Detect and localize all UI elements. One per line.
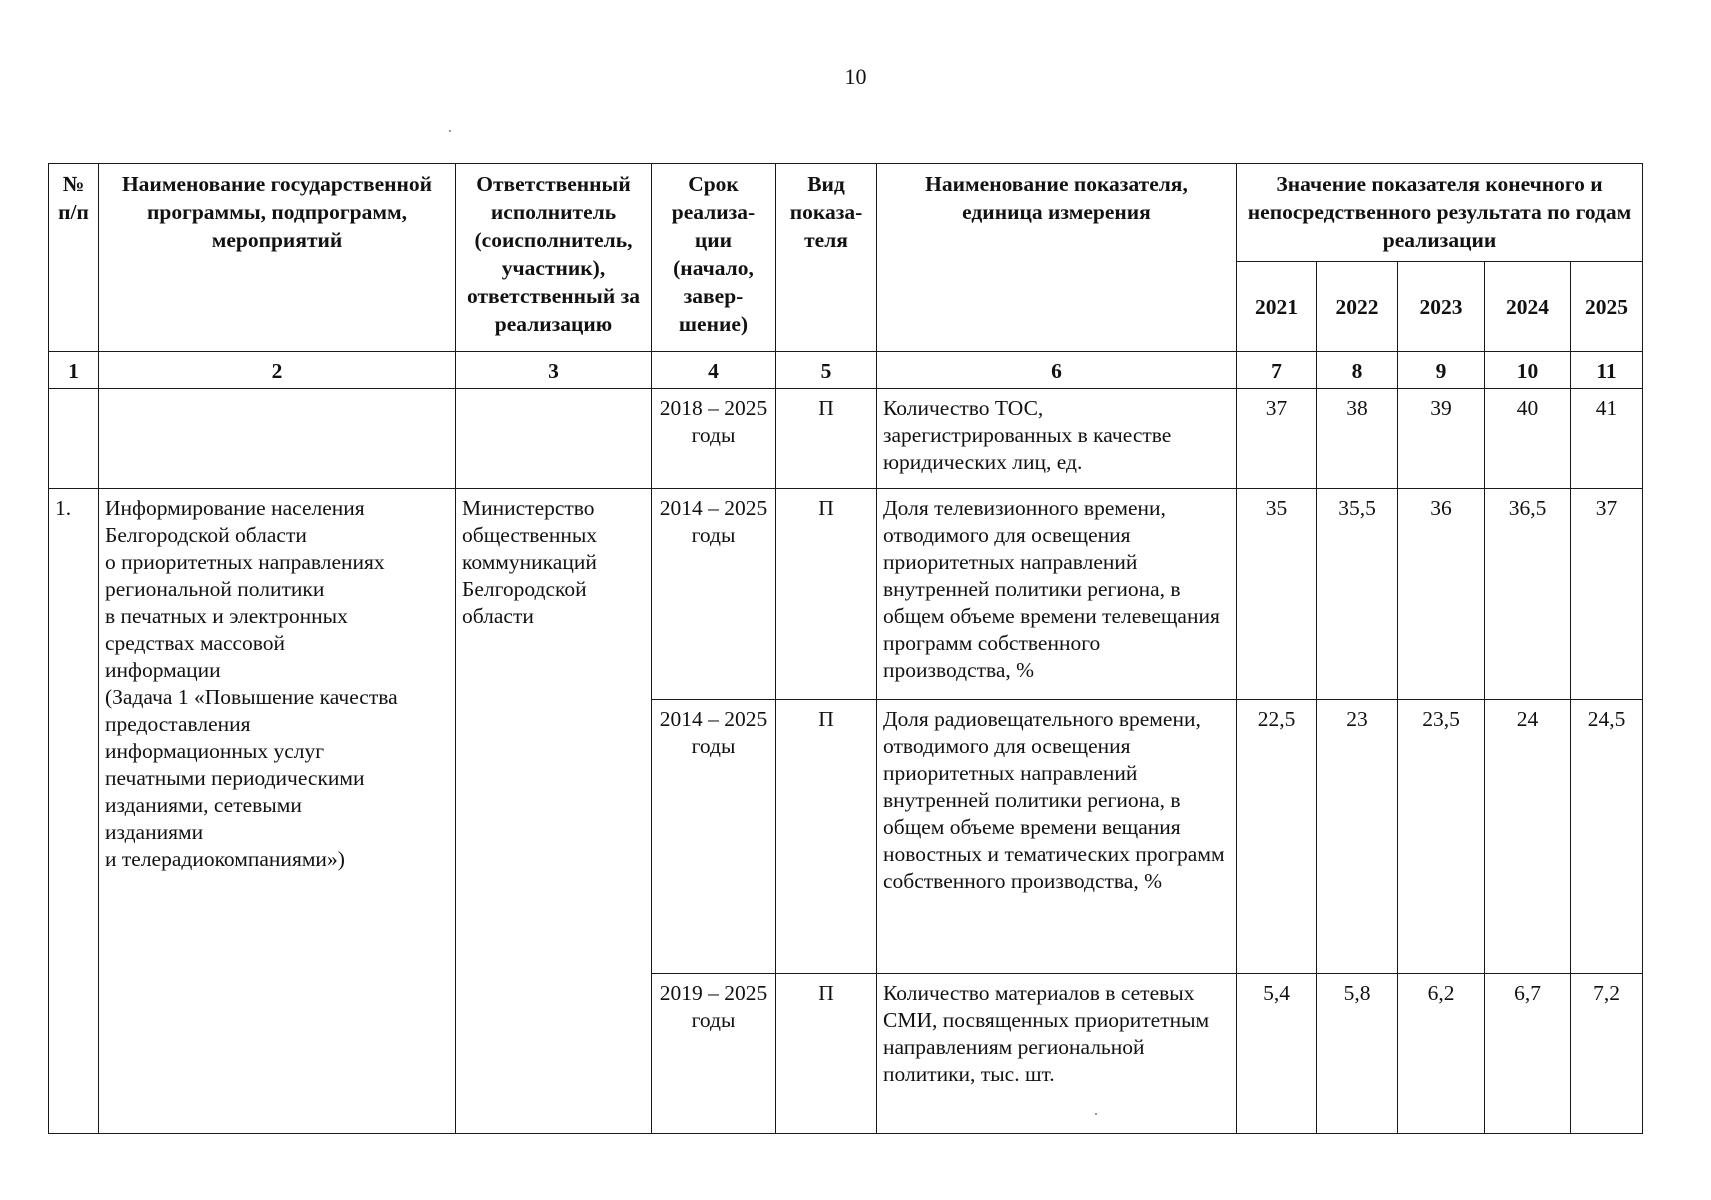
row-value: 35 xyxy=(1237,489,1317,700)
row-value: 36 xyxy=(1398,489,1485,700)
row-executor: Министерство общественных коммуникаций Белгородской области xyxy=(456,489,652,1134)
row-kind: П xyxy=(776,700,877,974)
column-number: 4 xyxy=(652,352,776,389)
row-value: 38 xyxy=(1317,389,1398,489)
column-number: 1 xyxy=(49,352,99,389)
row-value: 40 xyxy=(1485,389,1571,489)
column-number: 3 xyxy=(456,352,652,389)
column-number: 2 xyxy=(99,352,456,389)
row-value: 37 xyxy=(1237,389,1317,489)
row-value: 36,5 xyxy=(1485,489,1571,700)
row-num: 1. xyxy=(49,489,99,1134)
column-number: 6 xyxy=(877,352,1237,389)
row-indicator: Количество ТОС, зарегистрированных в качестве юридических лиц, ед. xyxy=(877,389,1237,489)
header-year: 2021 xyxy=(1237,262,1317,352)
header-year: 2025 xyxy=(1571,262,1643,352)
row-kind: П xyxy=(776,489,877,700)
header-year: 2024 xyxy=(1485,262,1571,352)
column-number: 5 xyxy=(776,352,877,389)
header-indicator: Наименование показателя, единица измерения xyxy=(877,164,1237,352)
header-row xyxy=(49,164,1643,262)
table-row xyxy=(49,489,1643,700)
row-term: 2018 – 2025 годы xyxy=(652,389,776,489)
row-term: 2014 – 2025 годы xyxy=(652,700,776,974)
table-row xyxy=(49,389,1643,489)
row-num xyxy=(49,389,99,489)
header-name: Наименование государственной программы, подпрограмм, мероприятий xyxy=(99,164,456,352)
header-num: № п/п xyxy=(49,164,99,352)
row-name: Информирование населения Белгородской области о приоритетных направлениях региональной политики в печатных и электронных средствах массовой информации (Задача 1 «Повышение качества предоставления информационных услуг печатными периодическими изданиями, сетевыми изданиями и телерадиокомпаниями») xyxy=(99,489,456,1134)
row-value: 22,5 xyxy=(1237,700,1317,974)
page-number: 10 xyxy=(844,64,867,89)
scan-speck xyxy=(449,130,451,132)
header-kind: Вид показа-теля xyxy=(776,164,877,352)
row-term: 2019 – 2025 годы xyxy=(652,974,776,1134)
indicators-table xyxy=(48,163,1643,1134)
row-executor xyxy=(456,389,652,489)
header-year: 2023 xyxy=(1398,262,1485,352)
row-value: 37 xyxy=(1571,489,1643,700)
column-numbers-row xyxy=(49,352,1643,389)
row-value: 24 xyxy=(1485,700,1571,974)
row-value: 23 xyxy=(1317,700,1398,974)
row-value: 6,7 xyxy=(1485,974,1571,1134)
row-value: 35,5 xyxy=(1317,489,1398,700)
row-value: 6,2 xyxy=(1398,974,1485,1134)
row-value: 39 xyxy=(1398,389,1485,489)
header-term: Срок реализа-ции (начало, завер-шение) xyxy=(652,164,776,352)
row-kind: П xyxy=(776,389,877,489)
column-number: 7 xyxy=(1237,352,1317,389)
row-indicator: Доля радиовещательного времени, отводимого для освещения приоритетных направлений внутренней политики региона, в общем объеме времени вещания новостных и тематических программ собственного производства, % xyxy=(877,700,1237,974)
row-value: 41 xyxy=(1571,389,1643,489)
row-value: 7,2 xyxy=(1571,974,1643,1134)
header-executor: Ответственный исполнитель (соисполнитель, участник), ответственный за реализацию xyxy=(456,164,652,352)
row-value: 5,4 xyxy=(1237,974,1317,1134)
header-year: 2022 xyxy=(1317,262,1398,352)
row-value: 24,5 xyxy=(1571,700,1643,974)
row-kind: П xyxy=(776,974,877,1134)
column-number: 10 xyxy=(1485,352,1571,389)
column-number: 9 xyxy=(1398,352,1485,389)
column-number: 11 xyxy=(1571,352,1643,389)
header-values-group: Значение показателя конечного и непосредственного результата по годам реализации xyxy=(1237,164,1643,262)
row-value: 23,5 xyxy=(1398,700,1485,974)
row-term: 2014 – 2025 годы xyxy=(652,489,776,700)
row-value: 5,8 xyxy=(1317,974,1398,1134)
row-name xyxy=(99,389,456,489)
column-number: 8 xyxy=(1317,352,1398,389)
row-indicator: Количество материалов в сетевых СМИ, посвященных приоритетным направлениям региональной политики, тыс. шт. xyxy=(877,974,1237,1134)
row-indicator: Доля телевизионного времени, отводимого для освещения приоритетных направлений внутренней политики региона, в общем объеме времени телевещания программ собственного производства, % xyxy=(877,489,1237,700)
